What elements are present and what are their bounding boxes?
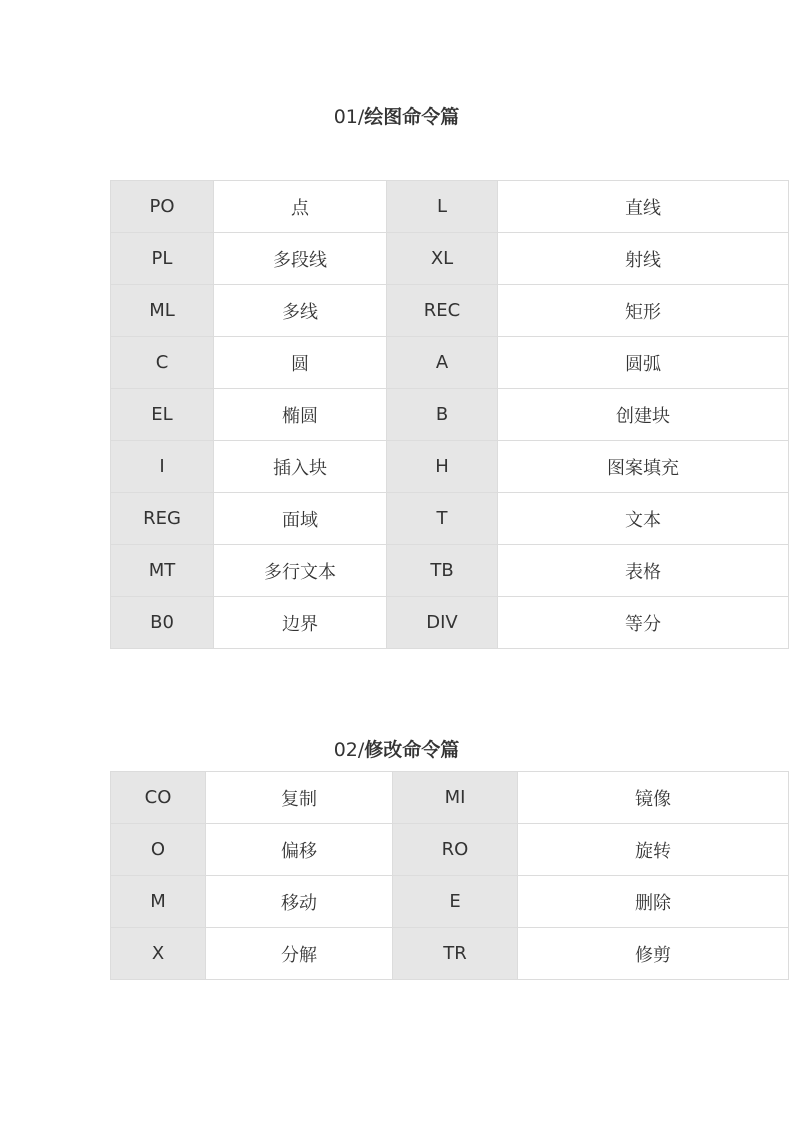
section-name: 绘图命令篇 bbox=[364, 106, 460, 128]
command-description: 矩形 bbox=[498, 285, 789, 337]
command-description: 多线 bbox=[214, 285, 387, 337]
command-description: 文本 bbox=[498, 493, 789, 545]
command-shortcut: XL bbox=[387, 233, 498, 285]
command-shortcut: E bbox=[393, 876, 518, 928]
command-description: 多行文本 bbox=[214, 545, 387, 597]
drawing-commands-table bbox=[110, 180, 789, 649]
table-body bbox=[111, 181, 789, 649]
command-shortcut: MT bbox=[111, 545, 214, 597]
command-description: 复制 bbox=[206, 772, 393, 824]
command-shortcut: L bbox=[387, 181, 498, 233]
command-description: 等分 bbox=[498, 597, 789, 649]
command-description: 面域 bbox=[214, 493, 387, 545]
table-row bbox=[111, 772, 789, 824]
table-row bbox=[111, 441, 789, 493]
command-shortcut: H bbox=[387, 441, 498, 493]
table-row bbox=[111, 181, 789, 233]
command-shortcut: O bbox=[111, 824, 206, 876]
command-description: 圆弧 bbox=[498, 337, 789, 389]
command-shortcut: REG bbox=[111, 493, 214, 545]
command-description: 删除 bbox=[518, 876, 789, 928]
command-shortcut: A bbox=[387, 337, 498, 389]
command-shortcut: T bbox=[387, 493, 498, 545]
table-row bbox=[111, 337, 789, 389]
command-shortcut: TB bbox=[387, 545, 498, 597]
command-description: 插入块 bbox=[214, 441, 387, 493]
command-shortcut: REC bbox=[387, 285, 498, 337]
command-shortcut: ML bbox=[111, 285, 214, 337]
command-description: 创建块 bbox=[498, 389, 789, 441]
command-description: 椭圆 bbox=[214, 389, 387, 441]
table-row bbox=[111, 876, 789, 928]
command-shortcut: I bbox=[111, 441, 214, 493]
command-shortcut: DIV bbox=[387, 597, 498, 649]
command-description: 图案填充 bbox=[498, 441, 789, 493]
section-number: 02/ bbox=[333, 739, 365, 761]
command-description: 移动 bbox=[206, 876, 393, 928]
command-shortcut: EL bbox=[111, 389, 214, 441]
command-description: 偏移 bbox=[206, 824, 393, 876]
command-description: 表格 bbox=[498, 545, 789, 597]
command-description: 多段线 bbox=[214, 233, 387, 285]
table-row bbox=[111, 285, 789, 337]
section-name: 修改命令篇 bbox=[364, 739, 460, 761]
table-row bbox=[111, 597, 789, 649]
modify-commands-table bbox=[110, 771, 789, 980]
command-description: 旋转 bbox=[518, 824, 789, 876]
command-shortcut: MI bbox=[393, 772, 518, 824]
table-row bbox=[111, 545, 789, 597]
command-shortcut: RO bbox=[393, 824, 518, 876]
command-shortcut: B0 bbox=[111, 597, 214, 649]
table-row bbox=[111, 389, 789, 441]
section-title-drawing-commands bbox=[0, 105, 793, 129]
section-number: 01/ bbox=[333, 106, 365, 128]
command-shortcut: B bbox=[387, 389, 498, 441]
command-description: 直线 bbox=[498, 181, 789, 233]
command-shortcut: C bbox=[111, 337, 214, 389]
command-description: 分解 bbox=[206, 928, 393, 980]
command-description: 圆 bbox=[214, 337, 387, 389]
command-shortcut: TR bbox=[393, 928, 518, 980]
command-shortcut: PO bbox=[111, 181, 214, 233]
command-shortcut: PL bbox=[111, 233, 214, 285]
table-row bbox=[111, 233, 789, 285]
table-row bbox=[111, 493, 789, 545]
section-title-modify-commands bbox=[0, 738, 793, 762]
command-description: 点 bbox=[214, 181, 387, 233]
command-shortcut: M bbox=[111, 876, 206, 928]
command-description: 修剪 bbox=[518, 928, 789, 980]
table-row bbox=[111, 824, 789, 876]
command-description: 镜像 bbox=[518, 772, 789, 824]
command-description: 射线 bbox=[498, 233, 789, 285]
table-body bbox=[111, 772, 789, 980]
command-description: 边界 bbox=[214, 597, 387, 649]
command-shortcut: CO bbox=[111, 772, 206, 824]
command-shortcut: X bbox=[111, 928, 206, 980]
table-row bbox=[111, 928, 789, 980]
